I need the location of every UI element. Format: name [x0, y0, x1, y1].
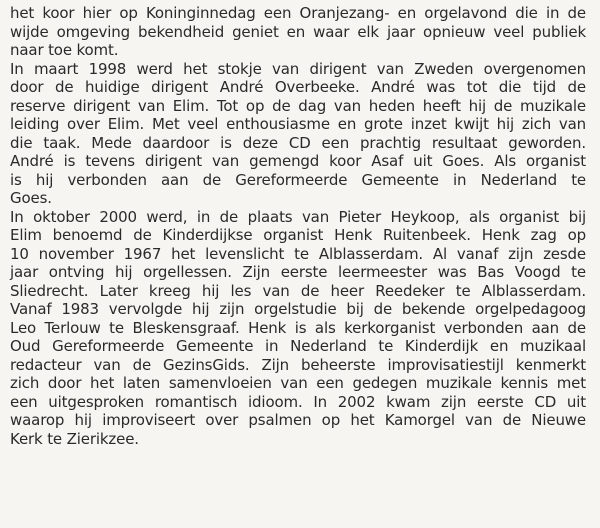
text-line: is hij verbonden aan de Gereformeerde Gemeente in Nederland te [10, 170, 586, 189]
paragraph-organist [10, 208, 586, 449]
text-line: reserve dirigent van Elim. Tot op de dag van heden heeft hij de muzikale [10, 96, 586, 115]
text-line: Vanaf 1983 vervolgde hij zijn orgelstudie bij de bekende orgelpedagoog [10, 300, 586, 318]
paragraph-intro [10, 4, 586, 60]
text-line: zich door het laten samenvloeien van een gedegen muzikale kennis met [10, 374, 586, 392]
text-line: die taak. Mede daardoor is deze CD een prachtig resultaat geworden. [10, 133, 586, 152]
paragraph-conductor [10, 60, 586, 208]
text-line: Kerk te Zierikzee. [10, 429, 139, 448]
text-line: Elim benoemd de Kinderdijkse organist Henk Ruitenbeek. Henk zag op [10, 226, 586, 244]
text-line: door de huidige dirigent André Overbeeke. André was tot die tijd de [10, 78, 586, 96]
text-line: leiding over Elim. Met veel enthousiasme en grote inzet kwijt hij zich van [10, 115, 586, 133]
text-line: wijde omgeving bekendheid geniet en waar elk jaar opnieuw veel publiek [10, 22, 586, 41]
text-line: In oktober 2000 werd, in de plaats van Pieter Heykoop, als organist bij [10, 207, 586, 226]
text-line: Sliedrecht. Later kreeg hij les van de heer Reedeker te Alblasserdam. [10, 281, 586, 300]
text-line: Goes. [10, 189, 52, 207]
text-line: een uitgesproken romantisch idioom. In 2002 kwam zijn eerste CD uit [10, 392, 586, 411]
text-line: jaar ontving hij orgellessen. Zijn eerste leermeester was Bas Voogd te [10, 263, 586, 281]
text-line: het koor hier op Koninginnedag een Oranjezang- en orgelavond die in de [10, 4, 586, 22]
text-line: redacteur van de GezinsGids. Zijn beheerste improvisatiestijl kenmerkt [10, 355, 586, 374]
text-line: André is tevens dirigent van gemengd koor Asaf uit Goes. Als organist [10, 152, 586, 170]
text-line: Leo Terlouw te Bleskensgraaf. Henk is als kerkorganist verbonden aan de [10, 318, 586, 337]
text-line: waarop hij improviseert over psalmen op het Kamorgel van de Nieuwe [10, 411, 586, 429]
text-line: Oud Gereformeerde Gemeente in Nederland te Kinderdijk en muzikaal [10, 337, 586, 355]
text-line: 10 november 1967 het levenslicht te Alblasserdam. Al vanaf zijn zesde [10, 244, 586, 263]
text-line: naar toe komt. [10, 41, 119, 59]
text-line: In maart 1998 werd het stokje van dirigent van Zweden overgenomen [10, 59, 586, 78]
